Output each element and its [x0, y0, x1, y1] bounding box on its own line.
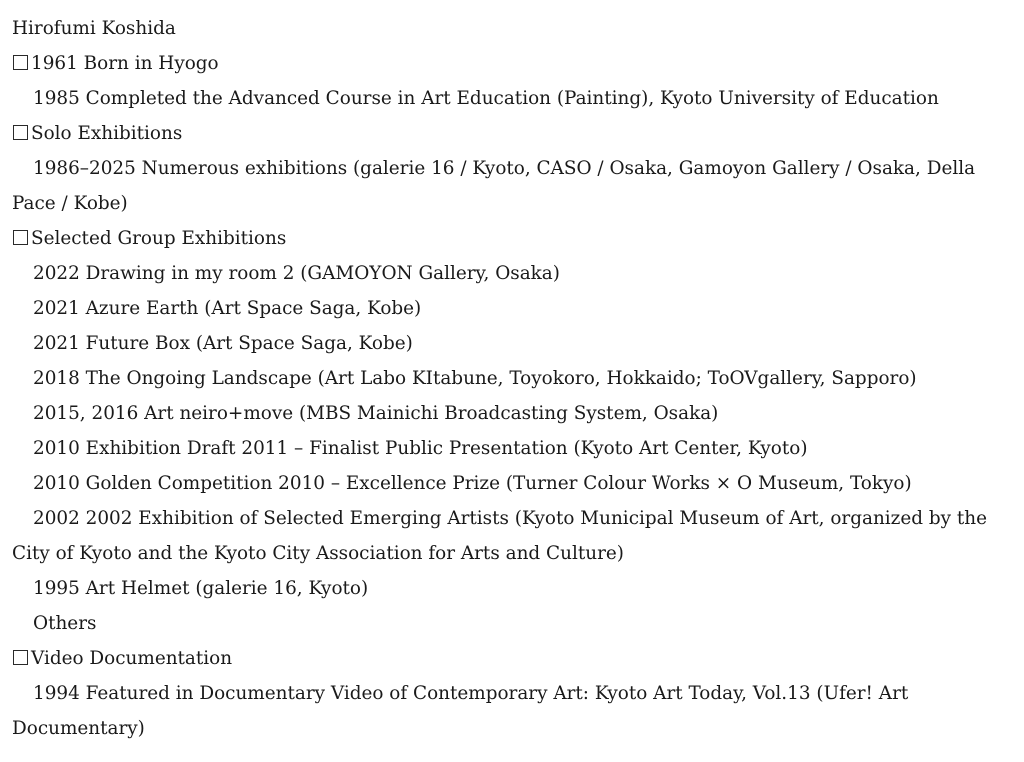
solo-heading [12, 116, 1010, 151]
group-item [12, 571, 1010, 606]
section-box-icon [13, 650, 28, 665]
group-item-text: 2015, 2016 Art neiro+move (MBS Mainichi Broadcasting System, Osaka) [33, 403, 719, 424]
group-item-text: 2022 Drawing in my room 2 (GAMOYON Gallery, Osaka) [33, 263, 560, 284]
group-item-text: 2018 The Ongoing Landscape (Art Labo KItabune, Toyokoro, Hokkaido; ToOVgallery, Sapporo) [33, 368, 917, 389]
section-box-icon [13, 55, 28, 70]
education-line [12, 81, 1010, 116]
video-item-text: 1994 Featured in Documentary Video of Contemporary Art: Kyoto Art Today, Vol.13 (Ufer! Art Documentary) [12, 683, 909, 739]
group-item [12, 606, 1010, 641]
solo-heading-text: Solo Exhibitions [31, 123, 183, 144]
group-item-text: 2002 2002 Exhibition of Selected Emerging Artists (Kyoto Municipal Museum of Art, organized by the City of Kyoto and the Kyoto City Association for Arts and Culture) [12, 508, 987, 564]
group-item-text: 2021 Future Box (Art Space Saga, Kobe) [33, 333, 413, 354]
group-item [12, 431, 1010, 466]
group-item-text: 2021 Azure Earth (Art Space Saga, Kobe) [33, 298, 422, 319]
group-item [12, 396, 1010, 431]
solo-item [12, 151, 1010, 221]
video-item [12, 676, 1010, 746]
group-item [12, 326, 1010, 361]
group-item [12, 466, 1010, 501]
group-heading-text: Selected Group Exhibitions [31, 228, 287, 249]
section-box-icon [13, 125, 28, 140]
video-heading [12, 641, 1010, 676]
group-heading [12, 221, 1010, 256]
group-item-text: 2010 Exhibition Draft 2011 – Finalist Public Presentation (Kyoto Art Center, Kyoto) [33, 438, 808, 459]
birth-line [12, 46, 1010, 81]
group-item [12, 291, 1010, 326]
artist-name: Hirofumi Koshida [12, 18, 176, 39]
group-item-text: Others [33, 613, 97, 634]
solo-item-text: 1986–2025 Numerous exhibitions (galerie 16 / Kyoto, CASO / Osaka, Gamoyon Gallery / Osaka, Della Pace / Kobe) [12, 158, 976, 214]
group-item-text: 1995 Art Helmet (galerie 16, Kyoto) [33, 578, 369, 599]
birth-text: 1961 Born in Hyogo [31, 53, 219, 74]
group-item [12, 501, 1010, 571]
group-item-text: 2010 Golden Competition 2010 – Excellence Prize (Turner Colour Works × O Museum, Tokyo) [33, 473, 912, 494]
video-heading-text: Video Documentation [31, 648, 233, 669]
group-item [12, 361, 1010, 396]
section-box-icon [13, 230, 28, 245]
education-text: 1985 Completed the Advanced Course in Art Education (Painting), Kyoto University of Education [33, 88, 939, 109]
group-item [12, 256, 1010, 291]
